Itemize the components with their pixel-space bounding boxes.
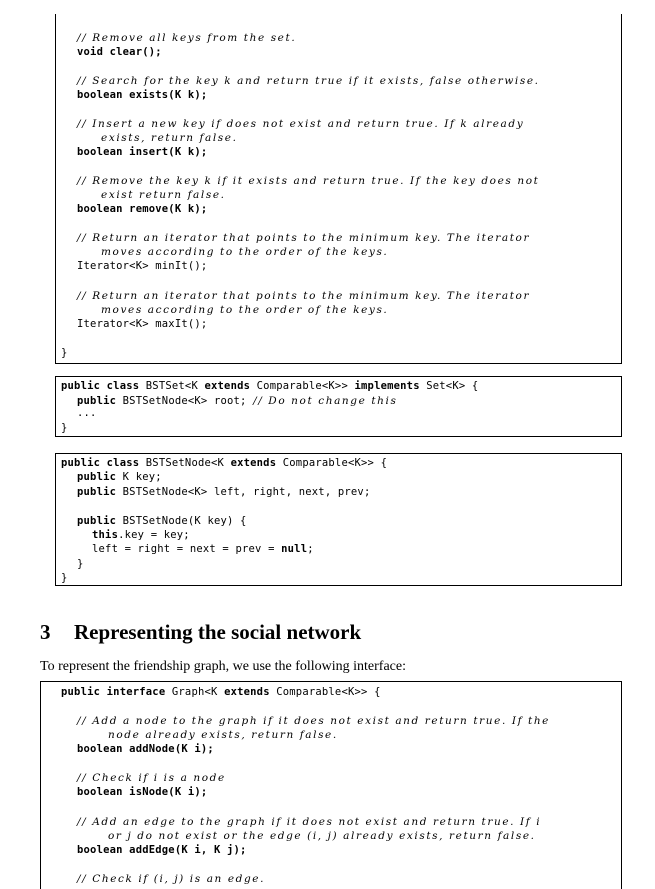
minit-comment-line2: moves according to the order of the keys. (101, 246, 389, 258)
insert-signature: boolean insert(K k); (77, 146, 208, 158)
constructor-null-assign (92, 542, 314, 556)
insert-comment-line2: exists, return false. (101, 132, 238, 144)
section-heading (40, 620, 361, 645)
extends-keyword: extends (224, 686, 270, 698)
constructor-decl: BSTSetNode(K key) { (116, 515, 247, 527)
key-field-decl: K key; (116, 471, 162, 483)
bstset-bound: Comparable<K>> (250, 380, 355, 392)
maxit-signature: Iterator<K> maxIt(); (77, 318, 208, 330)
null-keyword: null (281, 543, 308, 555)
bstsetnode-declaration (61, 456, 387, 470)
graph-name: Graph<K (165, 686, 225, 698)
remove-comment-line1: // Remove the key k if it exists and return true. If the key does not (77, 175, 540, 187)
bstsetnode-constructor (77, 514, 247, 528)
addedge-comment-line2: or j do not exist or the edge (i, j) already exists, return false. (108, 830, 536, 842)
public-interface-keyword: public interface (61, 686, 166, 698)
public-keyword: public (77, 471, 117, 483)
bstset-declaration (61, 379, 478, 393)
constructor-this-assign (92, 528, 190, 542)
implements-keyword: implements (354, 380, 420, 392)
section-title: Representing the social network (74, 620, 362, 644)
bstsetnode-close-brace: } (61, 572, 68, 584)
exists-comment: // Search for the key k and return true if it exists, false otherwise. (77, 75, 540, 87)
exists-signature: boolean exists(K k); (77, 89, 208, 101)
graph-declaration (61, 685, 381, 699)
public-class-keyword: public class (61, 457, 140, 469)
extends-keyword: extends (230, 457, 277, 469)
isedge-comment: // Check if (i, j) is an edge. (77, 873, 266, 885)
addnode-comment-line1: // Add a node to the graph if it does not exist and return true. If the (77, 715, 550, 727)
void-keyword: void clear(); (77, 46, 162, 58)
isnode-comment: // Check if i is a node (77, 772, 226, 784)
section-number: 3 (40, 620, 51, 644)
public-class-keyword: public class (61, 380, 140, 392)
root-field-comment: // Do not change this (253, 395, 398, 407)
clear-comment: // Remove all keys from the set. (77, 32, 297, 44)
bstsetnode-name: BSTSetNode<K (139, 457, 231, 469)
bstsetnode-link-fields (77, 485, 370, 499)
remove-signature: boolean remove(K k); (77, 203, 208, 215)
link-fields-decl: BSTSetNode<K> left, right, next, prev; (116, 486, 371, 498)
bstsetnode-bound: Comparable<K>> { (276, 457, 388, 469)
isnode-signature: boolean isNode(K i); (77, 786, 208, 798)
graph-bound: Comparable<K>> { (269, 686, 381, 698)
extends-keyword: extends (204, 380, 251, 392)
bstsetnode-key-field (77, 470, 162, 484)
set-interface-close-brace: } (61, 347, 68, 359)
links-assign: left = right = next = prev = (92, 543, 282, 555)
maxit-comment-line1: // Return an iterator that points to the minimum key. The iterator (77, 290, 531, 302)
bstset-implements-type: Set<K> { (419, 380, 479, 392)
bstset-close-brace: } (61, 422, 68, 434)
addnode-signature: boolean addNode(K i); (77, 743, 214, 755)
root-field-decl: BSTSetNode<K> root; (116, 395, 254, 407)
addedge-comment-line1: // Add an edge to the graph if it does not exist and return true. If i (77, 816, 542, 828)
minit-signature: Iterator<K> minIt(); (77, 260, 208, 272)
addnode-comment-line2: node already exists, return false. (108, 729, 338, 741)
public-keyword: public (77, 515, 117, 527)
this-key-assign: .key = key; (118, 529, 190, 541)
bstset-ellipsis: ... (77, 407, 97, 419)
this-keyword: this (92, 529, 119, 541)
public-keyword: public (77, 395, 117, 407)
public-keyword: public (77, 486, 117, 498)
assign-semicolon: ; (307, 543, 314, 555)
clear-signature (77, 45, 162, 59)
constructor-close-brace: } (77, 558, 84, 570)
addedge-signature: boolean addEdge(K i, K j); (77, 844, 247, 856)
maxit-comment-line2: moves according to the order of the keys. (101, 304, 389, 316)
intro-paragraph: To represent the friendship graph, we use the following interface: (40, 659, 407, 674)
remove-comment-line2: exist return false. (101, 189, 226, 201)
minit-comment-line1: // Return an iterator that points to the minimum key. The iterator (77, 232, 531, 244)
bstset-root-field (77, 394, 398, 408)
insert-comment-line1: // Insert a new key if does not exist and return true. If k already (77, 118, 525, 130)
bstset-name: BSTSet<K (139, 380, 205, 392)
